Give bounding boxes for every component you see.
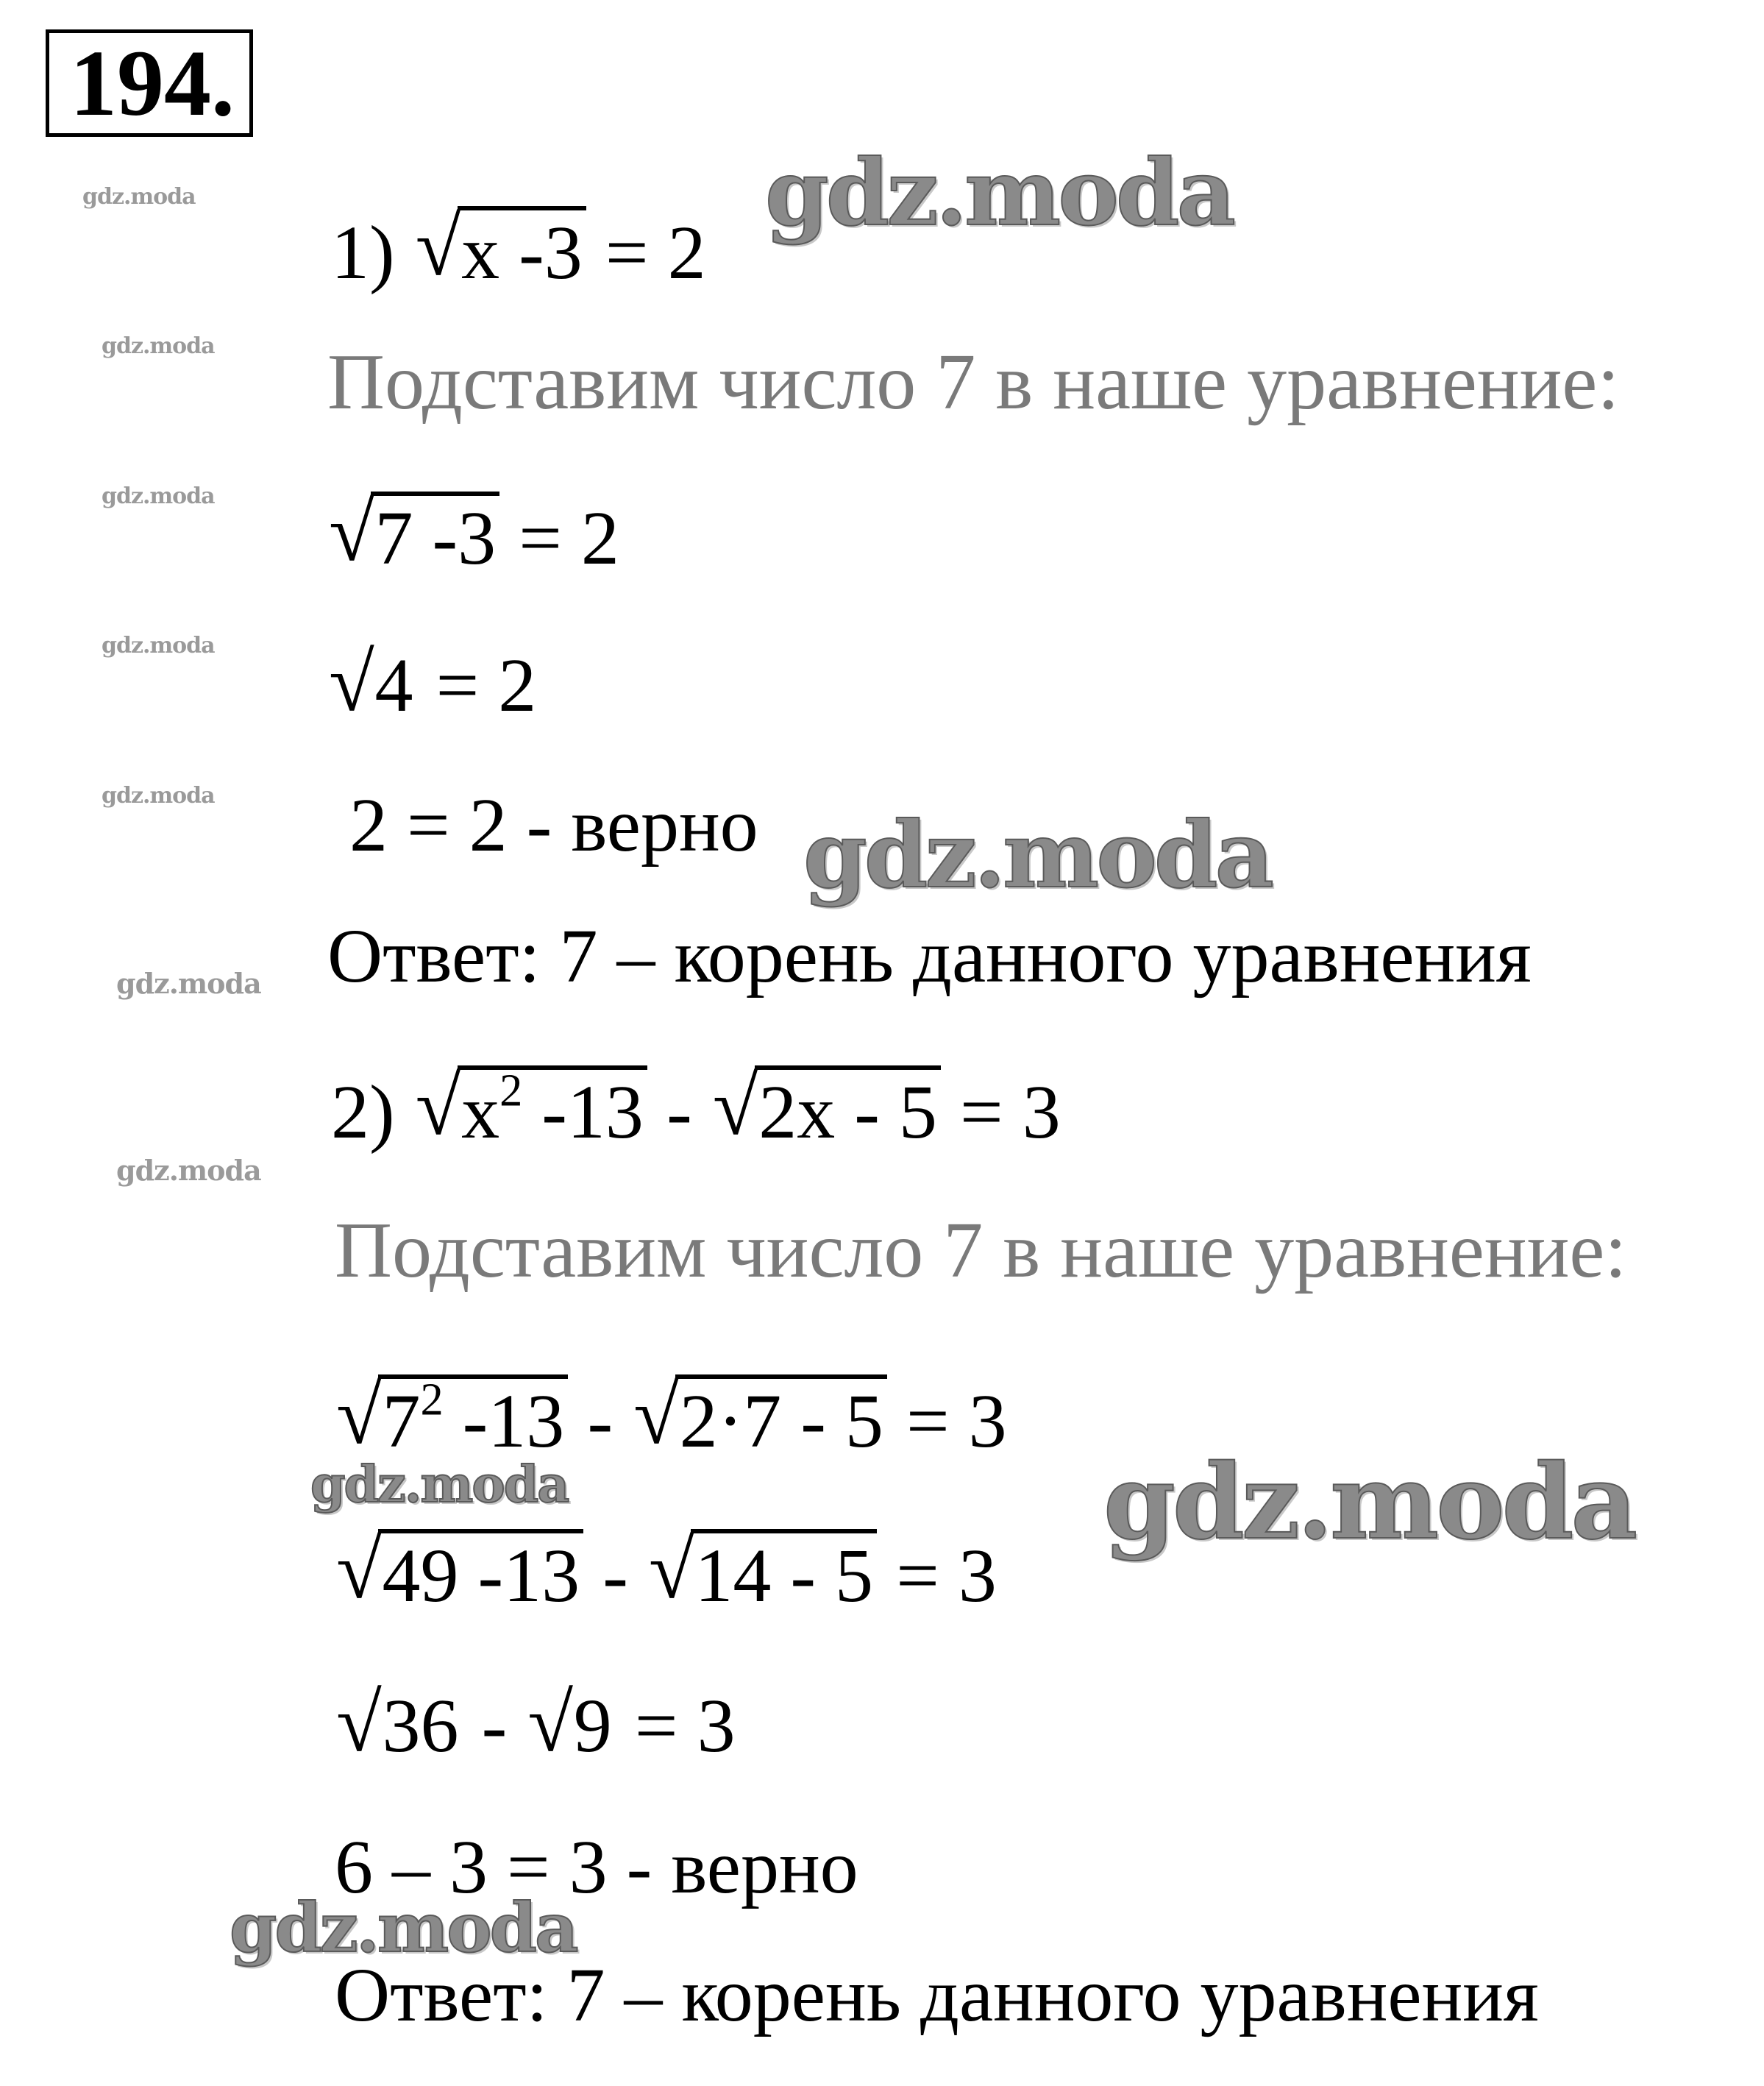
part2-step1 <box>335 1374 1007 1466</box>
radicand: 2x - 5 <box>755 1065 941 1151</box>
radicand <box>458 1065 647 1155</box>
part2-label: 2) <box>331 1070 395 1155</box>
part1-answer: Ответ: 7 – корень данного уравнения <box>327 914 1532 998</box>
sqrt-expression <box>416 206 586 297</box>
radicand: 49 -13 <box>378 1529 583 1614</box>
equation-rhs: = 3 <box>906 1379 1007 1464</box>
radicand-rest: -13 <box>522 1070 644 1155</box>
part2-substitute-text: Подставим число 7 в наше уравнение: <box>335 1207 1627 1294</box>
part1-equation <box>331 206 706 297</box>
sqrt-expression <box>329 492 499 583</box>
equation-rhs: = 3 <box>896 1533 997 1619</box>
radicand: 7 -3 <box>371 492 499 577</box>
part1-substitute-text: Подставим число 7 в наше уравнение: <box>327 338 1620 426</box>
part2-step2 <box>335 1529 997 1620</box>
sqrt-expression <box>416 1065 647 1157</box>
watermark-large: gdz.moda <box>803 802 1271 909</box>
part1-label: 1) <box>331 210 395 296</box>
sqrt-expression <box>336 1374 568 1466</box>
equation-rhs: = 2 <box>519 496 619 581</box>
sqrt-expression <box>329 642 417 730</box>
part2-equation <box>331 1065 1061 1157</box>
equation-rhs: = 2 <box>435 643 537 728</box>
sqrt-expression <box>649 1529 877 1620</box>
watermark-small: gdz.moda <box>102 483 215 509</box>
radicand-rest: -13 <box>443 1379 565 1464</box>
watermark-large: gdz.moda <box>765 140 1233 246</box>
watermark-small: gdz.moda <box>82 184 196 210</box>
watermark-small: gdz.moda <box>102 783 215 809</box>
watermark-small: gdz.moda <box>102 333 215 359</box>
problem-number: 194. <box>46 29 253 137</box>
minus-sign: - <box>602 1533 628 1619</box>
watermark-small: gdz.moda <box>116 1154 261 1187</box>
radicand: 9 <box>573 1684 612 1768</box>
sqrt-expression <box>336 1682 463 1770</box>
watermark-large: gdz.moda <box>1103 1442 1635 1563</box>
part2-check: 6 – 3 = 3 - верно <box>335 1825 858 1909</box>
sqrt-expression <box>633 1374 887 1466</box>
sqrt-expression <box>527 1682 616 1770</box>
exponent: 2 <box>499 1065 523 1116</box>
watermark-medium: gdz.moda <box>230 1888 577 1968</box>
watermark-small: gdz.moda <box>116 967 261 1000</box>
sqrt-expression <box>713 1065 941 1157</box>
radicand: 4 <box>374 643 413 728</box>
radicand: 14 - 5 <box>691 1529 877 1614</box>
radicand: 36 <box>382 1684 459 1768</box>
radicand: 2·7 - 5 <box>675 1374 887 1460</box>
sqrt-expression <box>336 1529 583 1620</box>
part2-step3 <box>335 1682 736 1770</box>
part2-answer: Ответ: 7 – корень данного уравнения <box>335 1953 1539 2037</box>
exponent: 2 <box>420 1374 444 1425</box>
radicand-base: 7 <box>382 1379 421 1464</box>
equation-rhs: = 2 <box>605 210 706 296</box>
equation-rhs: = 3 <box>634 1684 736 1768</box>
radicand <box>378 1374 568 1464</box>
minus-sign: - <box>666 1070 692 1155</box>
part1-check: 2 = 2 - верно <box>349 783 758 868</box>
part1-step1 <box>327 492 619 583</box>
watermark-medium: gdz.moda <box>310 1455 569 1514</box>
equation-rhs: = 3 <box>960 1070 1061 1155</box>
radicand-base: x <box>461 1070 500 1155</box>
minus-sign: - <box>587 1379 614 1464</box>
part1-step2 <box>327 642 536 730</box>
minus-sign: - <box>481 1684 508 1768</box>
radicand: x -3 <box>458 206 586 291</box>
watermark-small: gdz.moda <box>102 633 215 659</box>
